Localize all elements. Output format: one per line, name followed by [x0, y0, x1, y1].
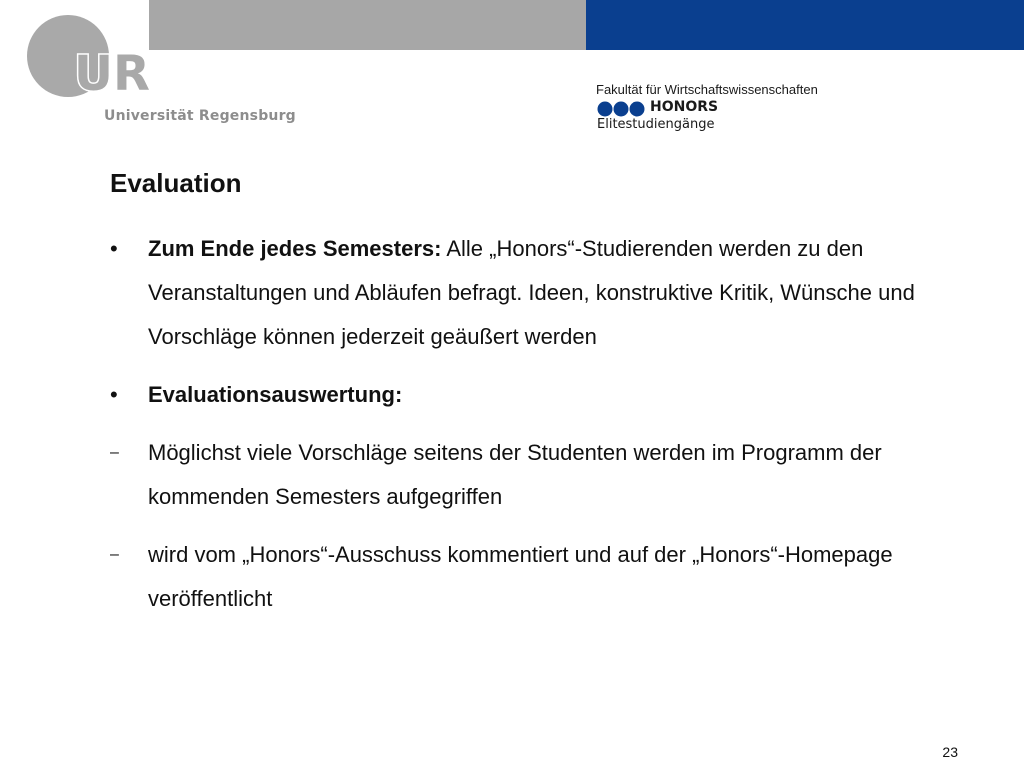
slide-title: Evaluation — [110, 168, 242, 198]
header-gray-bar — [149, 0, 586, 50]
slide-content — [110, 227, 940, 635]
university-logo — [24, 14, 154, 104]
logo-letters: UR — [74, 46, 150, 102]
faculty-name: Fakultät für Wirtschaftswissenschaften — [596, 82, 818, 97]
bullet-marker: • — [110, 382, 118, 407]
university-name: Universität Regensburg — [104, 108, 296, 124]
honors-dots-icon — [597, 101, 645, 117]
sub-item-text: Möglichst viele Vorschläge seitens der Studenten werden im Programm der kommenden Semesters aufgegriffen — [148, 440, 882, 509]
page-number: 23 — [942, 744, 958, 760]
header-blue-bar — [586, 0, 1024, 50]
bullet-bold-text: Zum Ende jedes Semesters: — [148, 236, 442, 261]
bullet-bold-text: Evaluationsauswertung: — [148, 382, 403, 407]
bullet-marker: • — [110, 236, 118, 261]
sub-item-suggestions — [110, 431, 940, 519]
bullet-item-semester-end — [110, 227, 940, 359]
bullet-item-evaluation — [110, 373, 940, 417]
bullet-text: Alle „Honors“-Studierenden werden zu den Veranstaltungen und Abläufen befragt. Ideen, konstruktive Kritik, Wünsche und Vorschläge können jederzeit geäußert werden — [148, 236, 915, 349]
honors-subtitle: Elitestudiengänge — [597, 117, 715, 132]
sub-item-committee — [110, 533, 940, 621]
honors-title: HONORS — [650, 99, 719, 115]
sub-item-text: wird vom „Honors“-Ausschuss kommentiert und auf der „Honors“-Homepage veröffentlicht — [148, 542, 893, 611]
dash-marker: – — [110, 444, 119, 461]
dash-marker: – — [110, 546, 119, 563]
